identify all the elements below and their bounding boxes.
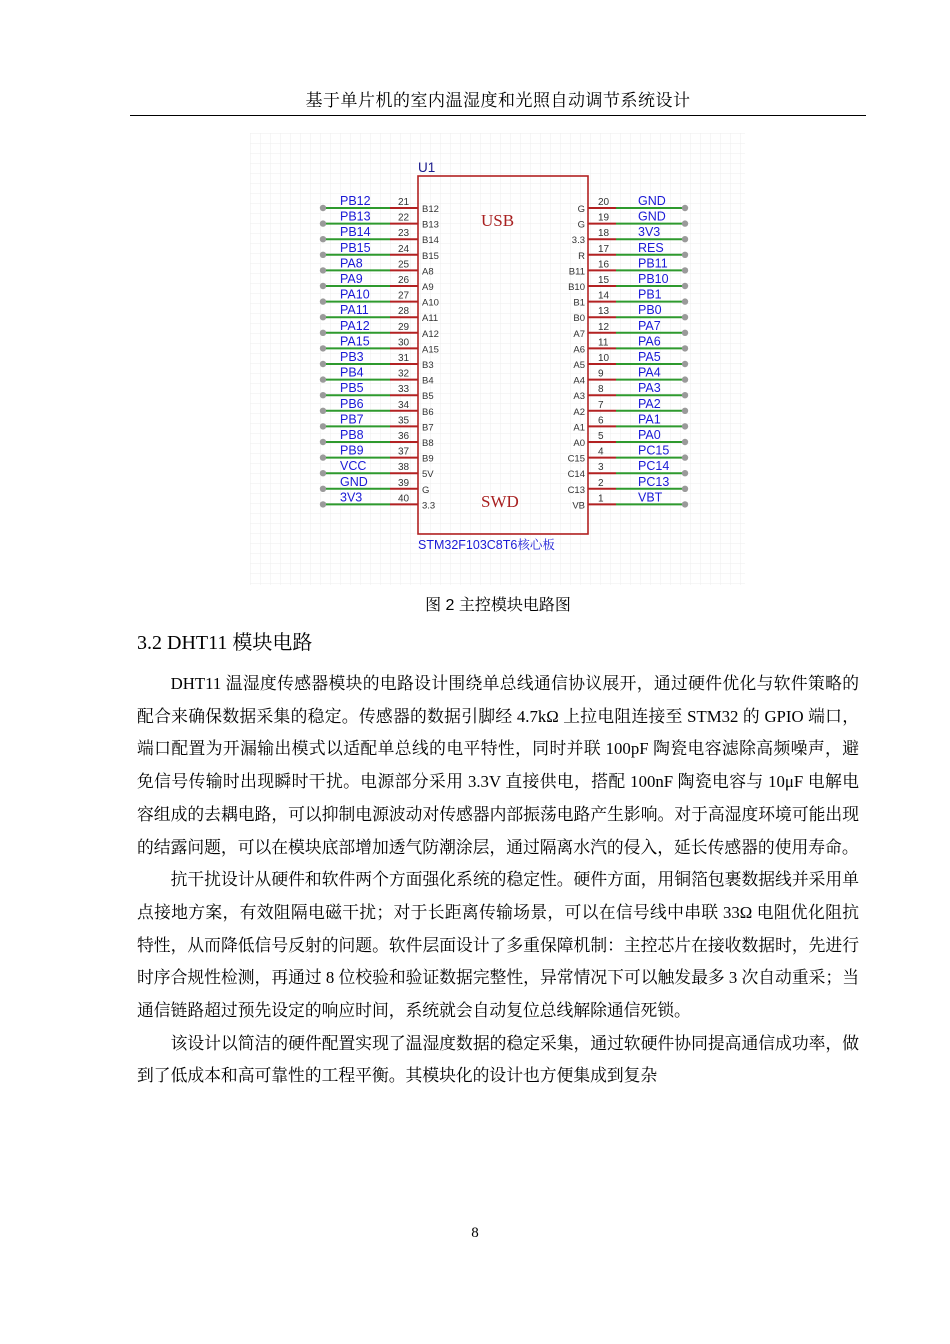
pin-endpoint-icon	[682, 392, 688, 398]
pin-number: 27	[398, 290, 410, 302]
pin-endpoint-icon	[320, 236, 326, 242]
pin-name: B1	[573, 297, 585, 309]
pin-endpoint-icon	[682, 267, 688, 273]
net-label: GND	[638, 194, 666, 208]
net-label: PA9	[340, 272, 363, 286]
pin-number: 37	[398, 446, 410, 458]
pin-number: 40	[398, 493, 410, 505]
net-label: PB15	[340, 240, 371, 255]
pin-name: B4	[422, 375, 434, 387]
pin-number: 32	[398, 368, 410, 380]
pin-number: 4	[598, 446, 604, 458]
pin-number: 24	[398, 243, 410, 255]
net-label: PA6	[638, 334, 661, 349]
pin-name: C13	[567, 484, 585, 496]
pin-name: R	[578, 250, 585, 262]
pin-number: 31	[398, 353, 410, 364]
net-label: PC13	[638, 474, 670, 489]
stm32-schematic-diagram	[250, 133, 745, 585]
pin-name: G	[422, 484, 430, 496]
pin-number: 15	[598, 275, 610, 286]
pin-number: 12	[598, 321, 610, 333]
pin-endpoint-icon	[320, 205, 326, 211]
pin-name: A7	[573, 328, 585, 340]
pin-number: 30	[398, 337, 410, 349]
pin-number: 2	[598, 477, 604, 489]
net-label: PB0	[638, 303, 662, 318]
pin-endpoint-icon	[682, 361, 688, 367]
pin-endpoint-icon	[320, 330, 326, 336]
paragraph: 抗干扰设计从硬件和软件两个方面强化系统的稳定性。硬件方面，用铜箔包裹数据线并采用单点接地方案，有效阻隔电磁干扰；对于长距离传输场景，可以在信号线中串联 33Ω 电阻优化阻抗特性，从而降低信号反射的问题。软件层面设计了多重保障机制：主控芯片在接收数据时，先进行时序合规性检测，再通过 8 位校验和验证数据完整性，异常情况下可以触发最多 3 次自动重采；当通信链路超过预先设定的响应时间，系统就会自动复位总线解除通信死锁。	[137, 870, 859, 1021]
net-label: PA7	[638, 318, 661, 333]
pin-name: B15	[422, 250, 439, 262]
figure-caption: 图 2 主控模块电路图	[425, 597, 571, 614]
net-label: PA3	[638, 381, 661, 396]
pin-number: 28	[398, 306, 410, 318]
pin-name: A0	[573, 438, 585, 449]
body-text	[137, 668, 859, 1093]
pin-endpoint-icon	[320, 376, 326, 382]
pin-number: 35	[398, 415, 410, 427]
pin-endpoint-icon	[320, 454, 326, 460]
net-label: PB9	[340, 443, 364, 458]
pin-endpoint-icon	[320, 501, 326, 507]
pin-endpoint-icon	[682, 501, 688, 507]
pin-endpoint-icon	[682, 298, 688, 304]
net-label: PB6	[340, 396, 364, 411]
pin-name: VB	[572, 500, 585, 512]
pin-endpoint-icon	[320, 314, 326, 320]
pin-name: A11	[422, 313, 439, 325]
net-label: PB3	[340, 350, 364, 364]
pin-endpoint-icon	[682, 454, 688, 460]
pin-number: 38	[398, 462, 410, 474]
pin-endpoint-icon	[682, 408, 688, 414]
pin-name: 3.3	[571, 235, 585, 247]
pin-name: A10	[422, 297, 439, 309]
pin-name: A9	[422, 282, 434, 293]
pin-name: A15	[422, 344, 439, 356]
pin-name: B9	[422, 453, 434, 465]
pin-number: 33	[398, 384, 410, 396]
pin-endpoint-icon	[320, 423, 326, 429]
net-label: GND	[638, 209, 666, 224]
pin-name: B11	[568, 266, 585, 278]
paragraph: 该设计以简洁的硬件配置实现了温湿度数据的稳定采集，通过软硬件协同提高通信成功率，做到了低成本和高可靠性的工程平衡。其模块化的设计也方便集成到复杂	[137, 1033, 859, 1086]
pin-number: 3	[598, 462, 604, 474]
pin-number: 5	[598, 431, 604, 442]
pin-endpoint-icon	[320, 267, 326, 273]
pin-name: A5	[573, 360, 585, 371]
usb-label: USB	[481, 211, 515, 230]
pin-endpoint-icon	[682, 283, 688, 289]
pin-number: 18	[598, 228, 610, 240]
net-label: PA12	[340, 318, 370, 333]
pin-endpoint-icon	[320, 408, 326, 414]
pin-number: 21	[398, 197, 410, 208]
net-label: RES	[638, 240, 664, 255]
pin-endpoint-icon	[682, 330, 688, 336]
pin-number: 26	[398, 275, 410, 286]
pin-endpoint-icon	[320, 283, 326, 289]
pin-number: 39	[398, 477, 410, 489]
pin-number: 9	[598, 368, 604, 380]
schematic-figure	[250, 133, 745, 585]
page-number: 8	[471, 1225, 479, 1241]
pin-endpoint-icon	[682, 470, 688, 476]
net-label: PB13	[340, 209, 371, 224]
pin-name: C14	[567, 469, 585, 481]
net-label: PA11	[340, 303, 369, 318]
pin-endpoint-icon	[320, 252, 326, 258]
net-label: PA5	[638, 350, 661, 364]
pin-number: 36	[398, 431, 410, 442]
pin-number: 8	[598, 384, 604, 396]
pin-name: G	[577, 219, 585, 231]
net-label: PB7	[340, 412, 364, 427]
pin-endpoint-icon	[682, 486, 688, 492]
net-label: 3V3	[340, 490, 363, 505]
pin-name: B13	[422, 219, 439, 231]
paragraph: DHT11 温湿度传感器模块的电路设计围绕单总线通信协议展开，通过硬件优化与软件策略的配合来确保数据采集的稳定。传感器的数据引脚经 4.7kΩ 上拉电阻连接至 STM32 的 GPIO 端口，端口配置为开漏输出模式以适配单总线的电平特性，同时并联 100pF 陶瓷电容滤除高频噪声，避免信号传输时出现瞬时干扰。电源部分采用 3.3V 直接供电，搭配 100nF 陶瓷电容与 10μF 电解电容组成的去耦电路，可以抑制电源波动对传感器内部振荡电路产生影响。对于高湿度环境可能出现的结露问题，可以在模块底部增加透气防潮涂层，通过隔离水汽的侵入，延长传感器的使用寿命。	[137, 674, 859, 857]
pin-endpoint-icon	[320, 361, 326, 367]
pin-name: A1	[573, 422, 585, 434]
pin-number: 13	[598, 306, 610, 318]
pin-endpoint-icon	[682, 236, 688, 242]
pin-number: 20	[598, 197, 610, 208]
net-label: PB10	[638, 272, 669, 286]
net-label: PA4	[638, 365, 661, 380]
pin-endpoint-icon	[320, 345, 326, 351]
pin-endpoint-icon	[682, 314, 688, 320]
pin-name: 5V	[422, 469, 434, 481]
pin-endpoint-icon	[682, 439, 688, 445]
pin-name: A2	[573, 406, 585, 418]
pin-number: 6	[598, 415, 604, 427]
designator-label: U1	[418, 160, 436, 175]
pin-name: A8	[422, 266, 434, 278]
pin-number: 1	[598, 493, 604, 505]
pin-name: B3	[422, 360, 434, 371]
pin-name: A12	[422, 328, 439, 340]
net-label: PA2	[638, 396, 661, 411]
net-label: VBT	[638, 490, 663, 505]
pin-endpoint-icon	[682, 252, 688, 258]
grid-background	[250, 133, 745, 585]
pin-endpoint-icon	[320, 486, 326, 492]
pin-name: B8	[422, 438, 434, 449]
pin-name: B14	[422, 235, 439, 247]
pin-endpoint-icon	[320, 298, 326, 304]
pin-name: G	[577, 204, 585, 215]
pin-number: 14	[598, 290, 610, 302]
pin-number: 7	[598, 399, 604, 411]
pin-number: 11	[598, 337, 609, 349]
header-divider	[130, 115, 866, 116]
pin-name: B7	[422, 422, 434, 434]
pin-number: 16	[598, 259, 610, 271]
running-header: 基于单片机的室内温湿度和光照自动调节系统设计	[305, 91, 691, 110]
net-label: PA1	[638, 412, 661, 427]
pin-name: A4	[573, 375, 585, 387]
pin-name: 3.3	[422, 500, 436, 512]
pin-endpoint-icon	[682, 423, 688, 429]
part-label: STM32F103C8T6核心板	[418, 538, 555, 552]
swd-label: SWD	[481, 492, 519, 511]
net-label: PA15	[340, 334, 370, 349]
net-label: VCC	[340, 459, 367, 474]
pin-number: 22	[398, 212, 410, 224]
pin-name: B6	[422, 406, 434, 418]
pin-name: C15	[567, 453, 585, 465]
pin-name: B0	[573, 313, 585, 325]
pin-name: B10	[568, 282, 585, 293]
net-label: PB8	[340, 428, 364, 442]
net-label: PB5	[340, 381, 364, 396]
pin-name: B5	[422, 391, 434, 403]
net-label: PC15	[638, 443, 670, 458]
section-heading: 3.2 DHT11 模块电路	[137, 632, 313, 654]
pin-endpoint-icon	[320, 470, 326, 476]
net-label: PB12	[340, 194, 371, 208]
net-label: PA0	[638, 428, 661, 442]
net-label: 3V3	[638, 225, 661, 240]
pin-number: 23	[398, 228, 410, 240]
net-label: PB11	[638, 256, 668, 271]
pin-number: 25	[398, 259, 410, 271]
pin-endpoint-icon	[682, 220, 688, 226]
net-label: PA10	[340, 287, 370, 302]
pin-number: 17	[598, 243, 610, 255]
pin-name: A3	[573, 391, 585, 403]
pin-endpoint-icon	[682, 345, 688, 351]
pin-endpoint-icon	[320, 220, 326, 226]
pin-number: 34	[398, 399, 410, 411]
net-label: PB14	[340, 225, 371, 240]
net-label: PC14	[638, 459, 670, 474]
pin-number: 19	[598, 212, 610, 224]
pin-number: 29	[398, 321, 410, 333]
net-label: PB1	[638, 287, 662, 302]
net-label: PB4	[340, 365, 364, 380]
pin-endpoint-icon	[320, 439, 326, 445]
pin-endpoint-icon	[682, 376, 688, 382]
net-label: PA8	[340, 256, 363, 271]
pin-endpoint-icon	[320, 392, 326, 398]
net-label: GND	[340, 474, 368, 489]
pin-name: B12	[422, 204, 439, 215]
pin-endpoint-icon	[682, 205, 688, 211]
pin-name: A6	[573, 344, 585, 356]
pin-number: 10	[598, 353, 610, 364]
